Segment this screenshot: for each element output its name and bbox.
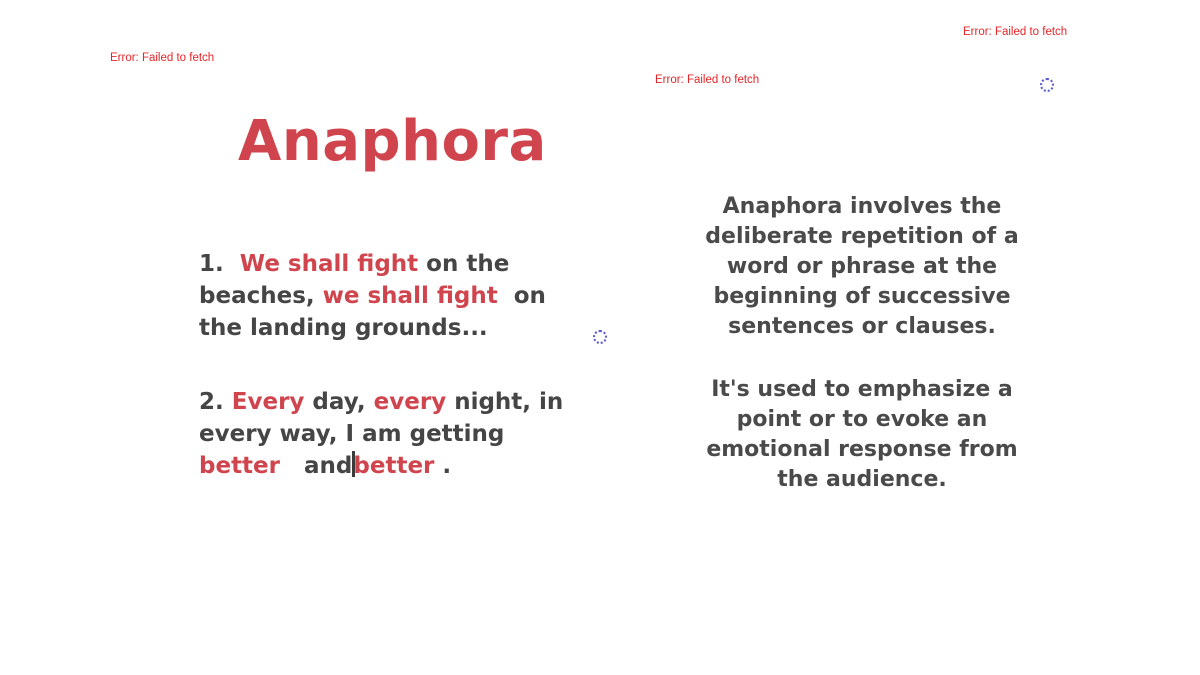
error-toast-top-left: Error: Failed to fetch [110, 52, 215, 64]
explanation-text-block[interactable] [697, 192, 1027, 495]
example-2[interactable] [199, 386, 563, 482]
example-2-line-2: every way, I am getting [199, 421, 505, 447]
explanation-paragraph-1: Anaphora involves the deliberate repetition of a word or phrase at the beginning of successive sentences or clauses. [705, 194, 1019, 339]
example-2-line-3: better andbetter . [199, 453, 452, 479]
example-1-number: 1. [199, 251, 224, 277]
explanation-paragraph-2: It's used to emphasize a point or to evoke an emotional response from the audience. [706, 377, 1018, 492]
example-1-line-2: beaches, we shall fight on [199, 283, 546, 309]
example-2-number: 2. [199, 389, 224, 415]
slide-title[interactable]: Anaphora [238, 109, 547, 174]
example-1-line-3: the landing grounds... [199, 315, 488, 341]
anaphora-phrase: we shall fight [322, 283, 498, 309]
anaphora-phrase: better [353, 453, 435, 479]
loading-spinner-icon [593, 330, 607, 344]
anaphora-phrase: better [199, 453, 280, 479]
example-1-line-1: 1. We shall fight on the [199, 251, 510, 277]
anaphora-phrase: Every [231, 389, 305, 415]
loading-spinner-icon [1040, 78, 1054, 92]
examples-text-block[interactable] [199, 248, 563, 482]
error-toast-top-right: Error: Failed to fetch [963, 26, 1068, 38]
anaphora-phrase: We shall fight [239, 251, 419, 277]
example-2-line-1: 2. Every day, every night, in [199, 389, 564, 415]
error-toast-center: Error: Failed to fetch [655, 74, 760, 86]
example-1[interactable] [199, 248, 563, 344]
anaphora-phrase: every [373, 389, 447, 415]
